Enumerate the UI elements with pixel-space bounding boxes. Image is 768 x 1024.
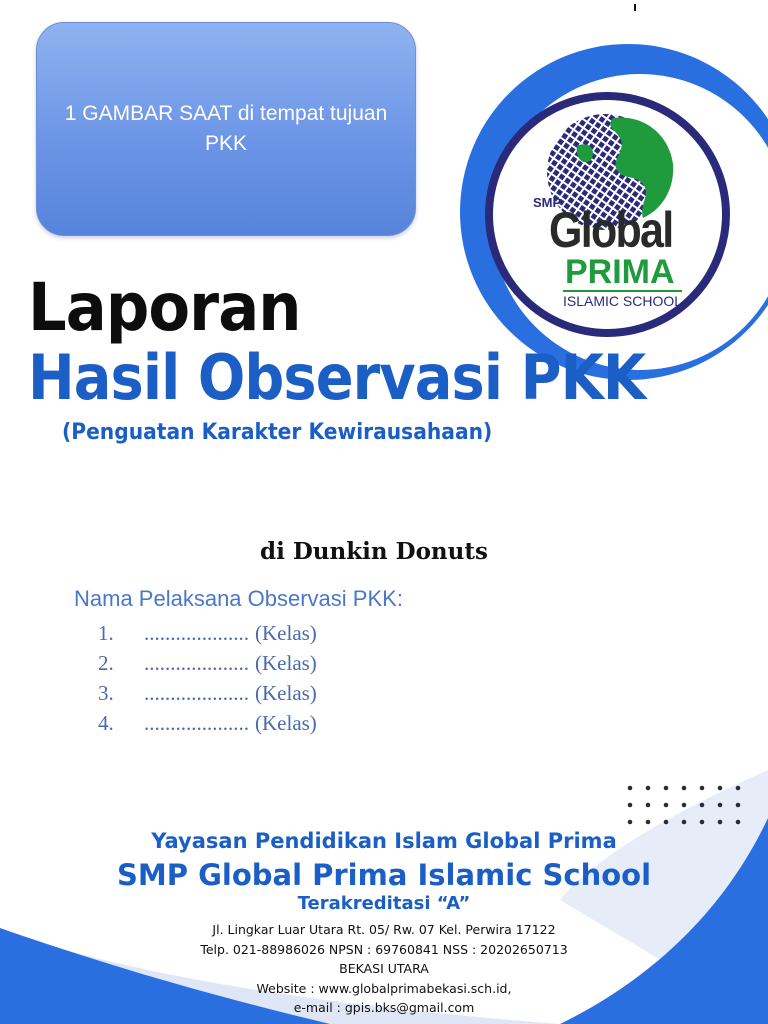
list-item bbox=[98, 648, 317, 678]
logo-prima-text: PRIMA bbox=[565, 253, 675, 291]
footer-foundation-name: Yayasan Pendidikan Islam Global Prima bbox=[151, 829, 617, 853]
location-text: di Dunkin Donuts bbox=[260, 538, 488, 565]
footer-email[interactable]: e-mail : gpis.bks@gmail.com bbox=[293, 1000, 475, 1015]
title-subtitle: (Penguatan Karakter Kewirausahaan) bbox=[62, 420, 493, 445]
list-item bbox=[98, 678, 317, 708]
title-hasil-observasi: Hasil Observasi PKK bbox=[28, 341, 646, 414]
members-label: Nama Pelaksana Observasi PKK: bbox=[74, 586, 403, 611]
member-number: 1. bbox=[98, 620, 114, 645]
logo-global-text: Global bbox=[549, 202, 673, 258]
member-class: (Kelas) bbox=[255, 620, 317, 645]
decor-tick bbox=[634, 4, 636, 11]
member-name-blank: .................... bbox=[144, 620, 249, 645]
list-item bbox=[98, 708, 317, 738]
footer-accreditation: Terakreditasi “A” bbox=[297, 893, 471, 914]
list-item bbox=[98, 618, 317, 648]
member-name-blank: .................... bbox=[144, 650, 249, 675]
photo-placeholder-text: 1 GAMBAR SAAT di tempat tujuan PKK bbox=[64, 102, 388, 155]
member-number: 4. bbox=[98, 710, 114, 735]
footer-address: Jl. Lingkar Luar Utara Rt. 05/ Rw. 07 Kel. Perwira 17122 bbox=[212, 922, 556, 937]
footer-contact-block bbox=[0, 920, 768, 1018]
member-name-blank: .................... bbox=[144, 680, 249, 705]
member-class: (Kelas) bbox=[255, 680, 317, 705]
member-number: 2. bbox=[98, 650, 114, 675]
member-number: 3. bbox=[98, 680, 114, 705]
member-list bbox=[98, 618, 317, 738]
footer-city: BEKASI UTARA bbox=[339, 961, 429, 976]
footer-website[interactable]: Website : www.globalprimabekasi.sch.id, bbox=[256, 980, 512, 996]
member-name-blank: .................... bbox=[144, 710, 249, 735]
logo-smp-text: SMP bbox=[533, 195, 562, 210]
school-logo bbox=[485, 92, 730, 337]
footer-phone: Telp. 021-88986026 NPSN : 69760841 NSS : 20202650713 bbox=[200, 941, 568, 957]
footer-school-name: SMP Global Prima Islamic School bbox=[116, 858, 652, 892]
title-laporan: Laporan bbox=[28, 269, 301, 346]
member-class: (Kelas) bbox=[255, 710, 317, 735]
member-class: (Kelas) bbox=[255, 650, 317, 675]
logo-islamic-school-text: ISLAMIC SCHOOL bbox=[563, 290, 682, 309]
photo-placeholder-box bbox=[36, 22, 416, 236]
